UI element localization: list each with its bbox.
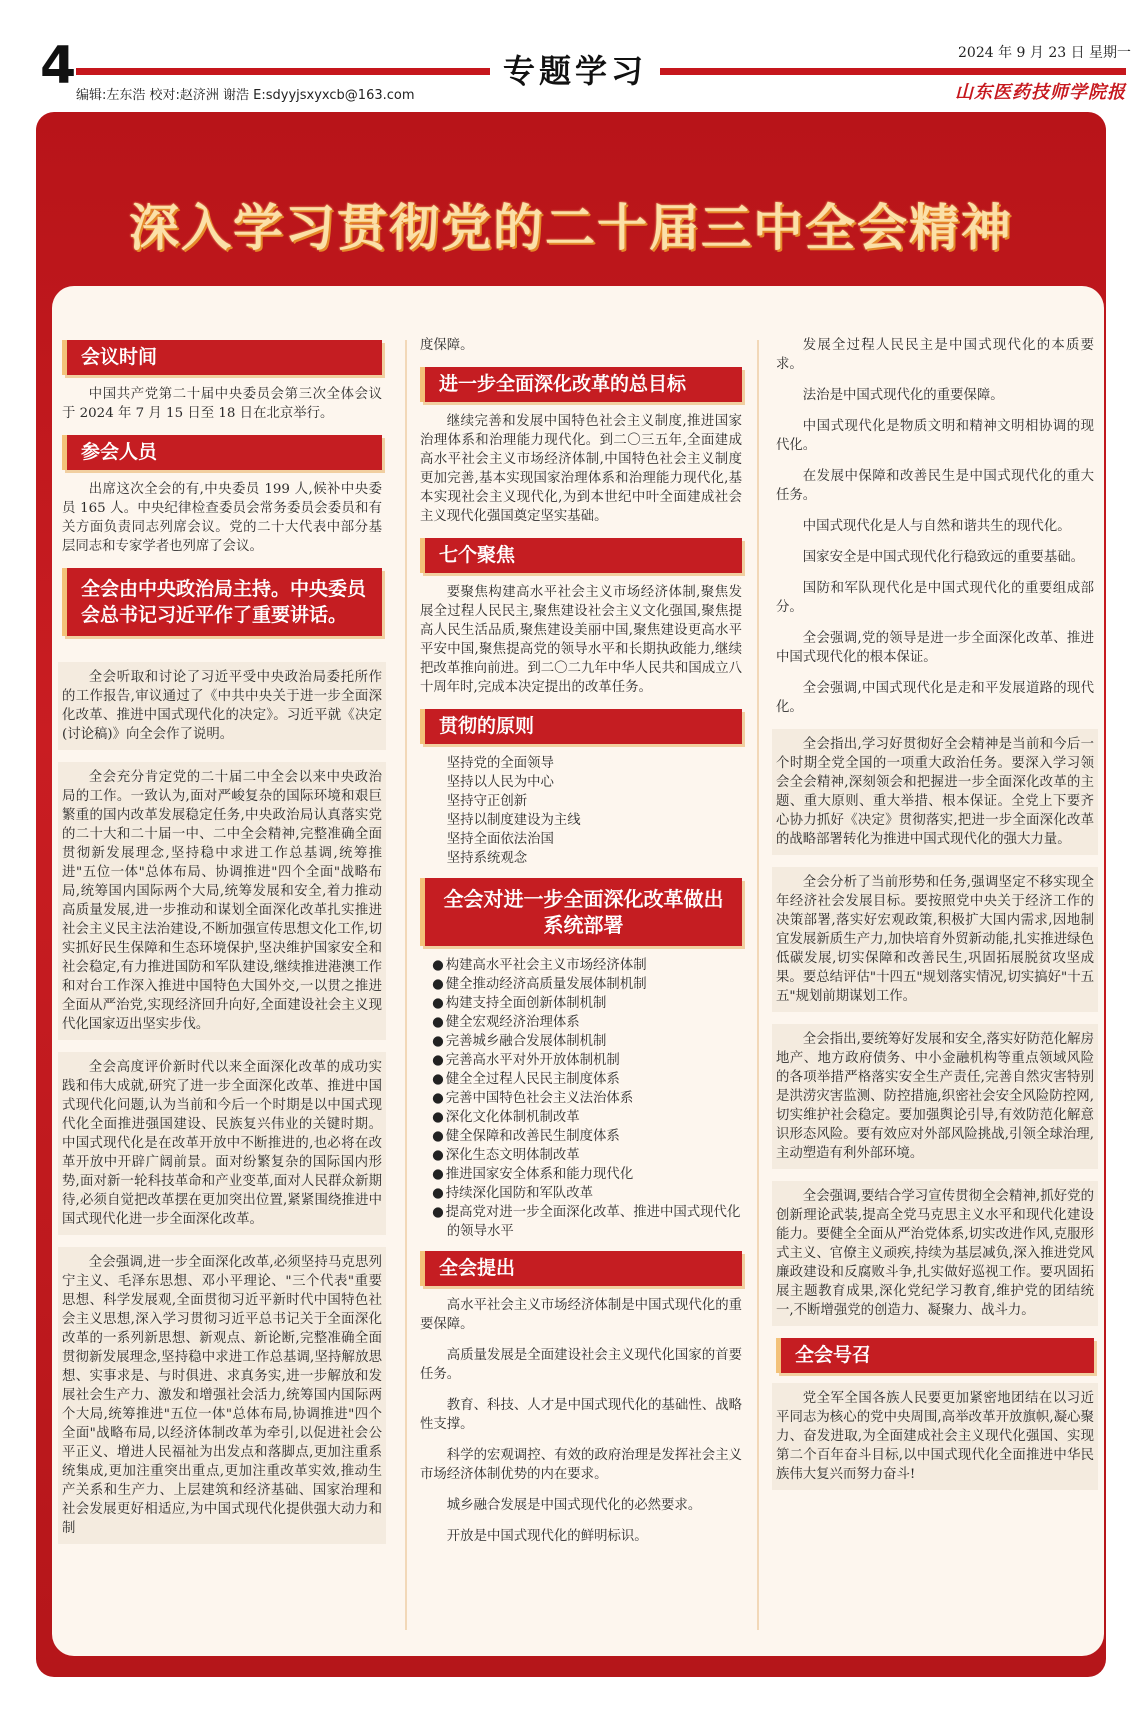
newspaper-logo: 山东医药技师学院报 (955, 82, 1126, 103)
list-item: ● 提高党对进一步全面深化改革、推进中国式现代化的领导水平 (420, 1203, 742, 1241)
paragraph: 度保障。 (420, 338, 474, 353)
list-item: ● 健全保障和改善民生制度体系 (420, 1127, 742, 1146)
page-number: 4 (40, 36, 77, 96)
column-2 (420, 336, 742, 1558)
section-header-principles: 贯彻的原则 (420, 709, 742, 744)
section-header-seven: 七个聚焦 (420, 538, 742, 573)
paragraph: 科学的宏观调控、有效的政府治理是发挥社会主义市场经济体制优势的内在要求。 (420, 1448, 742, 1482)
list-item: ● 构建高水平社会主义市场经济体制 (420, 956, 742, 975)
paragraph: 全会强调,要结合学习宣传贯彻全会精神,抓好党的创新理论武装,提高全党马克思主义水平和现代化建设能力。要健全全面从严治党体系,切实改进作风,克服形式主义、官僚主义顽疾,持续为基层减负,深入推进党风廉政建设和反腐败斗争,扎实做好巡视工作。要巩固拓展主题教育成果,深化党纪学习教育,维护党的团结统一,不断增强党的创造力、凝聚力、战斗力。 (772, 1181, 1098, 1326)
list-item: ● 完善高水平对外开放体制机制 (420, 1051, 742, 1070)
paragraph: 全会听取和讨论了习近平受中央政治局委托所作的工作报告,审议通过了《中共中央关于进一步全面深化改革、推进中国式现代化的决定》。习近平就《决定(讨论稿)》向全会作了说明。 (58, 662, 386, 750)
paragraph: 中国式现代化是人与自然和谐共生的现代化。 (802, 519, 1071, 534)
list-item: ● 深化文化体制机制改革 (420, 1108, 742, 1127)
list-item: 坚持党的全面领导 (446, 756, 554, 771)
paragraph: 高质量发展是全面建设社会主义现代化国家的首要任务。 (420, 1348, 742, 1382)
list-item: ● 深化生态文明体制改革 (420, 1146, 742, 1165)
paragraph: 继续完善和发展中国特色社会主义制度,推进国家治理体系和治理能力现代化。到二〇三五年,全面建成高水平社会主义市场经济体制,中国特色社会主义制度更加完善,基本实现国家治理体系和治理能力现代化,基本实现社会主义现代化,为到本世纪中叶全面建成社会主义现代化强国奠定坚实基础。 (420, 414, 742, 524)
paragraph: 全会强调,进一步全面深化改革,必须坚持马克思列宁主义、毛泽东思想、邓小平理论、"三个代表"重要思想、科学发展观,全面贯彻习近平新时代中国特色社会主义思想,深入学习贯彻习近平总书记关于全面深化改革的一系列新思想、新观点、新论断,完整准确全面贯彻新发展理念,坚持稳中求进工作总基调,坚持解放思想、实事求是、与时俱进、求真务实,进一步解放和发展社会生产力、激发和增强社会活力,统筹国内国际两个大局,统筹推进"五位一体"总体布局,协调推进"四个全面"战略布局,以经济体制改革为牵引,以促进社会公平正义、增进人民福祉为出发点和落脚点,更加注重系统集成,更加注重突出重点,更加注重改革实效,推动生产关系和生产力、上层建筑和经济基础、国家治理和社会发展更好相适应,为中国式现代化提供强大动力和制 (58, 1247, 386, 1544)
paragraph: 要聚焦构建高水平社会主义市场经济体制,聚焦发展全过程人民民主,聚焦建设社会主义文化强国,聚焦提高人民生活品质,聚焦建设美丽中国,聚焦建设更高水平平安中国,聚焦提高党的领导水平和长期执政能力,继续把改革推向前进。到二〇二九年中华人民共和国成立八十周年时,完成本决定提出的改革任务。 (420, 585, 742, 695)
paragraph: 全会高度评价新时代以来全面深化改革的成功实践和伟大成就,研究了进一步全面深化改革、推进中国式现代化问题,认为当前和今后一个时期是以中国式现代化全面推进强国建设、民族复兴伟业的关键时期。中国式现代化是在改革开放中不断推进的,也必将在改革开放中开辟广阔前景。面对纷繁复杂的国际国内形势,面对新一轮科技革命和产业变革,面对人民群众新期待,必须自觉把改革摆在更加突出位置,紧紧围绕推进中国式现代化进一步全面深化改革。 (58, 1052, 386, 1235)
section-header-deployment: 全会对进一步全面深化改革做出系统部署 (420, 878, 742, 946)
paragraph: 开放是中国式现代化的鲜明标识。 (446, 1529, 648, 1544)
paragraph: 国防和军队现代化是中国式现代化的重要组成部分。 (776, 581, 1094, 615)
paragraph: 全会分析了当前形势和任务,强调坚定不移实现全年经济社会发展目标。要按照党中央关于经济工作的决策部署,落实好宏观政策,积极扩大国内需求,因地制宜发展新质生产力,加快培育外贸新动能,扎实推进绿色低碳发展,切实保障和改善民生,巩固拓展脱贫攻坚成果。要总结评估"十四五"规划落实情况,切实搞好"十五五"规划前期谋划工作。 (772, 867, 1098, 1012)
paragraph: 全会充分肯定党的二十届二中全会以来中央政治局的工作。一致认为,面对严峻复杂的国际环境和艰巨繁重的国内改革发展稳定任务,中央政治局认真落实党的二十大和二十届一中、二中全会精神,完整准确全面贯彻新发展理念,坚持稳中求进工作总基调,统筹推进"五位一体"总体布局、协调推进"四个全面"战略布局,统筹国内国际两个大局,统筹发展和安全,着力推动高质量发展,进一步推动和谋划全面深化改革扎实推进社会主义民主法治建设,不断加强宣传思想文化工作,切实抓好民生保障和生态环境保护,坚决维护国家安全和社会稳定,有力推进国防和军队建设,继续推进港澳工作和对台工作深入推进中国特色大国外交,一以贯之推进全面从严治党,实现经济回升向好,全面建设社会主义现代化国家迈出坚实步伐。 (58, 762, 386, 1040)
list-item: ● 构建支持全面创新体制机制 (420, 994, 742, 1013)
section-header-propose: 全会提出 (420, 1251, 742, 1286)
list-item: 坚持守正创新 (446, 794, 528, 809)
paragraph: 城乡融合发展是中国式现代化的必然要求。 (446, 1498, 702, 1513)
paragraph: 中国共产党第二十届中央委员会第三次全体会议于 2024 年 7 月 15 日至 18 日在北京举行。 (62, 387, 382, 421)
paragraph: 发展全过程人民民主是中国式现代化的本质要求。 (776, 338, 1094, 372)
paragraph: 全会指出,要统筹好发展和安全,落实好防范化解房地产、地方政府债务、中小金融机构等重点领域风险的各项举措严格落实安全生产责任,完善自然灾害特别是洪涝灾害监测、防控措施,织密社会安全风险防控网,切实维护社会稳定。要加强舆论引导,有效防范化解意识形态风险。要有效应对外部风险挑战,引领全球治理,主动塑造有利外部环境。 (772, 1024, 1098, 1169)
list-item: 坚持系统观念 (446, 851, 528, 866)
paragraph: 全会强调,中国式现代化是走和平发展道路的现代化。 (776, 681, 1094, 715)
paragraph: 法治是中国式现代化的重要保障。 (802, 388, 1004, 403)
list-item: 坚持以制度建设为主线 (446, 813, 581, 828)
list-item: ● 持续深化国防和军队改革 (420, 1184, 742, 1203)
issue-date: 2024 年 9 月 23 日 星期一 (958, 45, 1132, 61)
list-item: ● 完善中国特色社会主义法治体系 (420, 1089, 742, 1108)
paragraph: 中国式现代化是物质文明和精神文明相协调的现代化。 (776, 419, 1094, 453)
masthead-rule-left (76, 68, 490, 75)
masthead-rule-right (660, 68, 1126, 75)
editor-info: 编辑:左东浩 校对:赵济洲 谢浩 E:sdyyjsxyxcb@163.com (76, 88, 415, 103)
list-item: 坚持全面依法治国 (446, 832, 554, 847)
column-divider (405, 340, 407, 1630)
list-item: 坚持以人民为中心 (446, 775, 554, 790)
paragraph: 在发展中保障和改善民生是中国式现代化的重大任务。 (776, 469, 1094, 503)
section-header-host: 全会由中央政治局主持。中央委员会总书记习近平作了重要讲话。 (62, 568, 382, 636)
paragraph: 国家安全是中国式现代化行稳致远的重要基础。 (802, 550, 1084, 565)
column-3 (776, 336, 1094, 1502)
banner-title: 深入学习贯彻党的二十届三中全会精神 (129, 199, 1013, 257)
list-item: ● 完善城乡融合发展体制机制 (420, 1032, 742, 1051)
section-header-goal: 进一步全面深化改革的总目标 (420, 367, 742, 402)
list-item: ● 推进国家安全体系和能力现代化 (420, 1165, 742, 1184)
section-header-participants: 参会人员 (62, 435, 382, 470)
section-header-time: 会议时间 (62, 340, 382, 375)
deployment-list (420, 956, 742, 1241)
paragraph: 党全军全国各族人民要更加紧密地团结在以习近平同志为核心的党中央周围,高举改革开放旗帜,凝心聚力、奋发进取,为全面建成社会主义现代化强国、实现第二个百年奋斗目标,以中国式现代化全面推进中华民族伟大复兴而努力奋斗! (772, 1383, 1098, 1490)
list-item: ● 健全全过程人民民主制度体系 (420, 1070, 742, 1089)
section-title: 专题学习 (502, 52, 647, 90)
paragraph: 教育、科技、人才是中国式现代化的基础性、战略性支撑。 (420, 1398, 742, 1432)
paragraph: 高水平社会主义市场经济体制是中国式现代化的重要保障。 (420, 1298, 742, 1332)
paragraph: 全会指出,学习好贯彻好全会精神是当前和今后一个时期全党全国的一项重大政治任务。要深入学习领会全会精神,深刻领会和把握进一步全面深化改革的主题、重大原则、重大举措、根本保证。全党上下要齐心协力抓好《决定》贯彻落实,把进一步全面深化改革的战略部署转化为推进中国式现代化的强大力量。 (772, 729, 1098, 855)
list-item: ● 健全宏观经济治理体系 (420, 1013, 742, 1032)
column-1 (62, 340, 382, 1556)
section-header-call: 全会号召 (776, 1338, 1094, 1373)
list-item: ● 健全推动经济高质量发展体制机制 (420, 975, 742, 994)
principle-list (420, 754, 742, 868)
paragraph: 全会强调,党的领导是进一步全面深化改革、推进中国式现代化的根本保证。 (776, 631, 1094, 665)
column-divider (757, 340, 759, 1630)
paragraph: 出席这次全会的有,中央委员 199 人,候补中央委员 165 人。中央纪律检查委员会常务委员会委员和有关方面负责同志列席会议。党的二十大代表中部分基层同志和专家学者也列席了会议。 (62, 482, 382, 554)
